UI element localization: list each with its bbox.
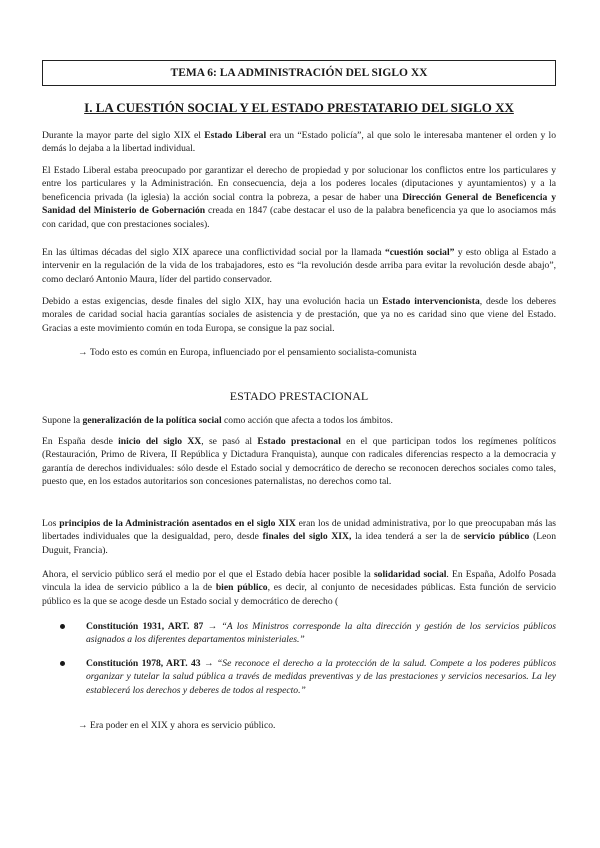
section-1-paragraph-1: Durante la mayor parte del siglo XIX el Estado Liberal era un “Estado policía”, al que solo le interesaba mantener el orden y lo demás lo dejaba a la libertad individual. xyxy=(42,130,557,155)
bullet-dot-icon xyxy=(60,624,65,629)
section-2-paragraph-4: Ahora, el servicio público será el medio por el que el Estado debía hacer posible la solidaridad social. En España, Adolfo Posada vincula la idea de servicio público a la de bien público, es decir, al conjunto de necesidades públicas. Esta función de servicio público es la que se acoge desde un Estado social y democrático de derecho ( xyxy=(42,569,556,607)
section-1-note: → Todo esto es común en Europa, influenciado por el pensamiento socialista-comunista xyxy=(78,347,417,358)
section-2-note: → Era poder en el XIX y ahora es servicio público. xyxy=(78,720,276,731)
section-2-paragraph-1: Supone la generalización de la política social como acción que afecta a todos los ámbitos. xyxy=(42,415,393,426)
bullet-dot-icon xyxy=(60,661,65,666)
section-1-paragraph-3: En las últimas décadas del siglo XIX aparece una conflictividad social por la llamada “cuestión social” y esto obliga al Estado a intervenir en la regulación de la vida de los trabajadores, esto es “la revolución desde arriba para evitar la revolución desde abajo”, como declaró Antonio Maura, líder del partido conservador. xyxy=(42,247,556,285)
document-title: TEMA 6: LA ADMINISTRACIÓN DEL SIGLO XX xyxy=(42,60,556,86)
section-1-paragraph-2: El Estado Liberal estaba preocupado por garantizar el derecho de propiedad y por solucionar los conflictos entre los particulares y entre los particulares y la Administración. En consecuencia, deja a los poderes locales (diputaciones y ayuntamientos) y a la beneficencia privada (la iglesia) la acción social contra la pobreza, a pesar de haber una Dirección General de Beneficencia y Sanidad del Ministerio de Gobernación creada en 1847 (cabe destacar el uso de la palabra beneficencia ya que lo asociamos más con caridad, que con prestaciones sociales). xyxy=(42,165,556,230)
bullet-item-constitution-1978: Constitución 1978, ART. 43 → “Se reconoce el derecho a la protección de la salud. Compete a los poderes públicos organizar y tutelar la salud pública a través de medidas preventivas y de las prestaciones y servicios necesarios. La ley establecerá los derechos y deberes de todos al respecto.” xyxy=(66,657,556,697)
section-1-paragraph-4: Debido a estas exigencias, desde finales del siglo XIX, hay una evolución hacia un Estado intervencionista, desde los deberes morales de caridad social hacia garantías sociales de asistencia y de prestación, que ya no es caridad sino que viene del Estado. Gracias a este movimiento común en toda Europa, se consigue la paz social. xyxy=(42,296,556,334)
section-2-paragraph-2: En España desde inicio del siglo XX, se pasó al Estado prestacional en el que participan todos los regímenes políticos (Restauración, Primo de Rivera, II República y Dictadura Franquista), aunque con radicales diferencias respecto a la democracia y garantía de derechos individuales: sólo desde el Estado social y democrático de derecho se reconocen derechos sociales como tales, puesto que, en los estados autoritarios son concesiones paternalistas, no derechos como tal. xyxy=(42,436,556,488)
bullet-item-constitution-1931: Constitución 1931, ART. 87 → “A los Ministros corresponde la alta dirección y gestión de los servicios públicos asignados a los diferentes departamentos ministeriales.” xyxy=(66,620,556,647)
section-2-paragraph-3: Los principios de la Administración asentados en el siglo XIX eran los de unidad administrativa, por lo que preocupaban más las libertades individuales que la desigualdad, pero, desde finales del siglo XIX, la idea tenderá a ser la de servicio público (Leon Duguit, Francia). xyxy=(42,518,556,556)
section-2-title: ESTADO PRESTACIONAL xyxy=(229,389,369,403)
section-1-title: I. LA CUESTIÓN SOCIAL Y EL ESTADO PRESTATARIO DEL SIGLO XX xyxy=(84,100,514,115)
